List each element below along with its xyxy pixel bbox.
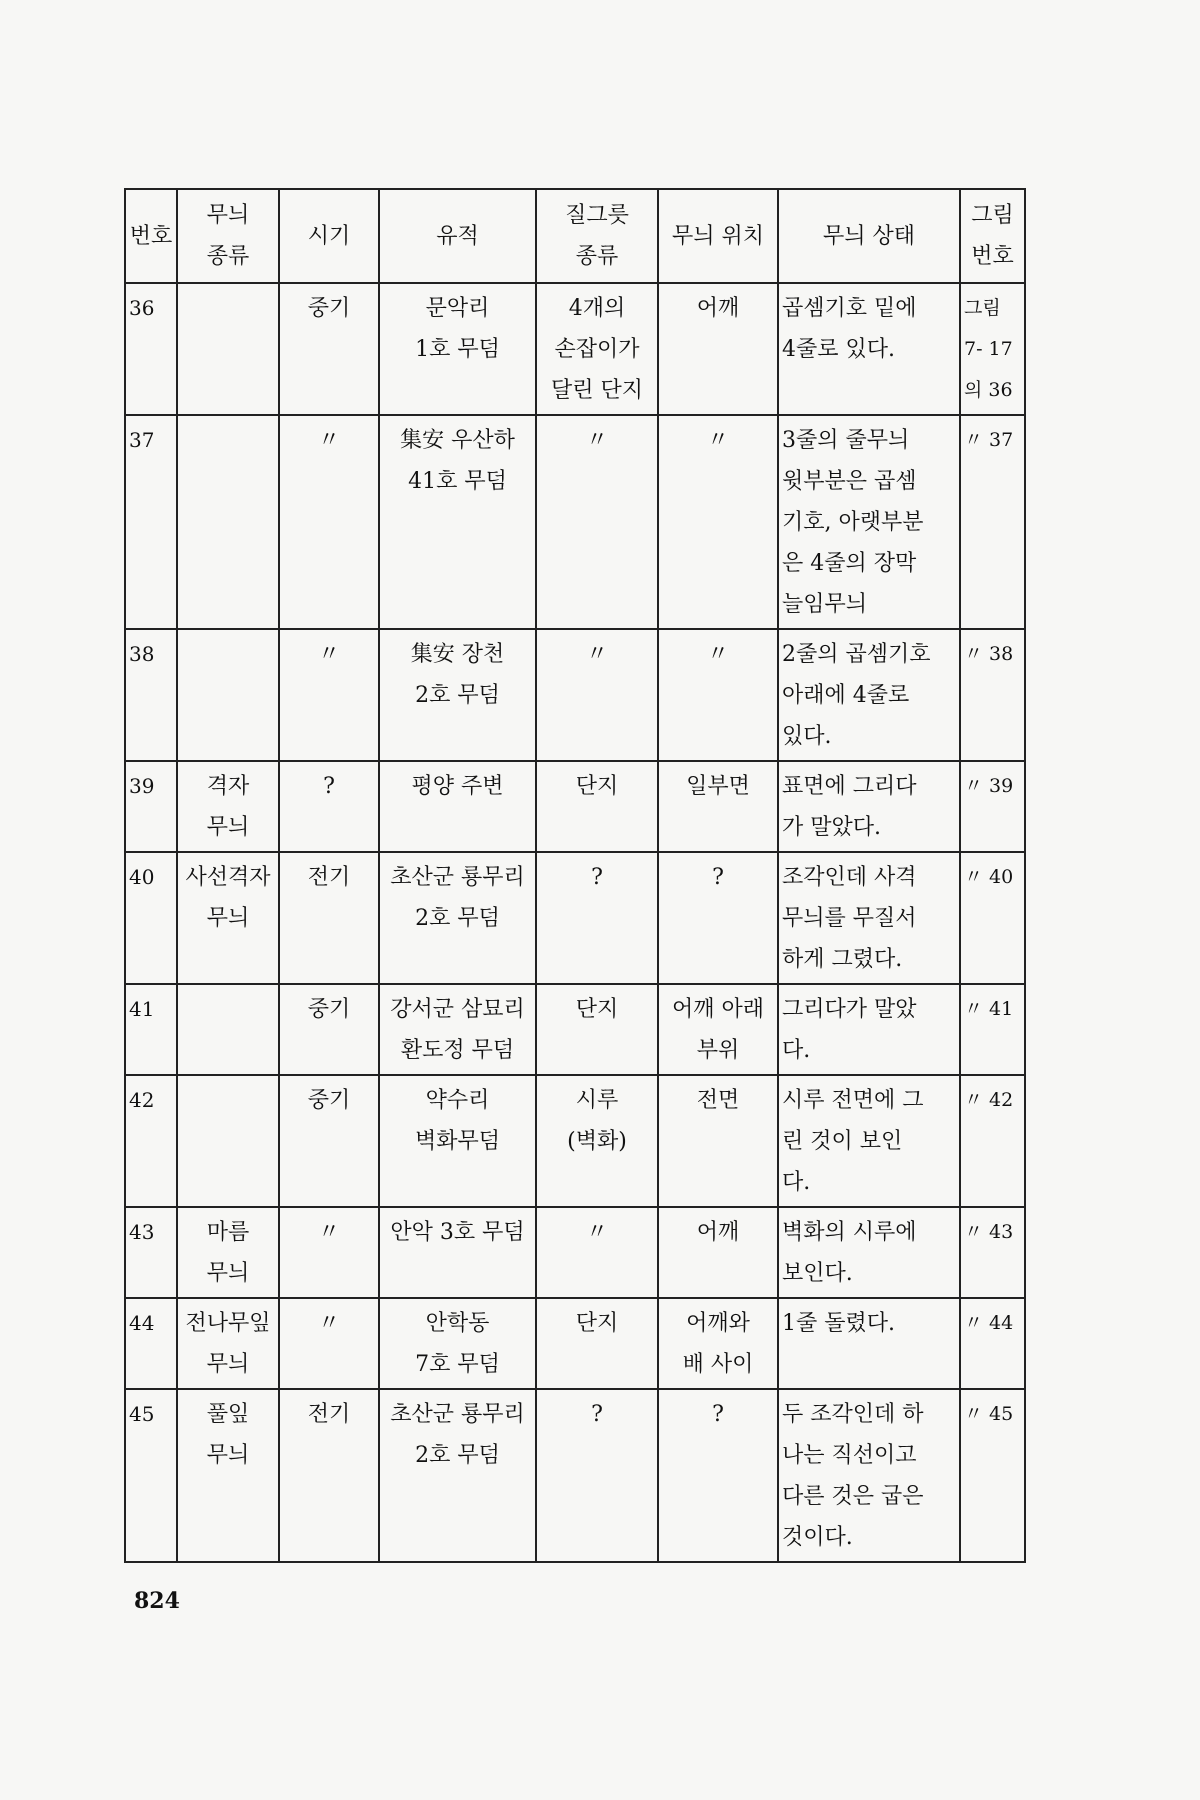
cell-number: 41 (125, 984, 177, 1075)
cell-pattern-type (177, 415, 279, 629)
cell-period: 〃 (279, 1298, 379, 1389)
cell-pattern-type: 풀잎 무늬 (177, 1389, 279, 1562)
cell-number: 39 (125, 761, 177, 852)
header-figure-number: 그림 번호 (960, 189, 1025, 283)
cell-period: 〃 (279, 629, 379, 761)
cell-pattern-state: 두 조각인데 하 나는 직선이고 다른 것은 굽은 것이다. (778, 1389, 960, 1562)
cell-number: 36 (125, 283, 177, 415)
cell-figure-number: 〃 43 (960, 1207, 1025, 1298)
cell-pattern-state: 조각인데 사격 무늬를 무질서 하게 그렸다. (778, 852, 960, 984)
cell-pottery-type: 〃 (536, 1207, 658, 1298)
cell-pattern-position: 어깨 (658, 283, 778, 415)
table-header-row (125, 189, 1025, 283)
cell-pattern-type (177, 283, 279, 415)
cell-site: 안악 3호 무덤 (379, 1207, 536, 1298)
cell-pattern-state: 표면에 그리다 가 말았다. (778, 761, 960, 852)
cell-site: 문악리 1호 무덤 (379, 283, 536, 415)
table-row (125, 984, 1025, 1075)
header-pottery-type: 질그릇 종류 (536, 189, 658, 283)
cell-figure-number: 〃 45 (960, 1389, 1025, 1562)
cell-period: ? (279, 761, 379, 852)
cell-figure-number: 〃 40 (960, 852, 1025, 984)
page-number: 824 (134, 1588, 180, 1614)
cell-pottery-type: 단지 (536, 1298, 658, 1389)
cell-pattern-position: 어깨 아래 부위 (658, 984, 778, 1075)
cell-number: 42 (125, 1075, 177, 1207)
cell-pattern-position: 어깨 (658, 1207, 778, 1298)
cell-pattern-type: 전나무잎 무늬 (177, 1298, 279, 1389)
cell-pottery-type: 4개의 손잡이가 달린 단지 (536, 283, 658, 415)
header-pattern-type: 무늬 종류 (177, 189, 279, 283)
cell-number: 40 (125, 852, 177, 984)
cell-period: 〃 (279, 1207, 379, 1298)
cell-number: 37 (125, 415, 177, 629)
cell-period: 전기 (279, 1389, 379, 1562)
cell-pottery-type: ? (536, 852, 658, 984)
cell-pattern-position: ? (658, 1389, 778, 1562)
cell-pattern-state: 그리다가 말았 다. (778, 984, 960, 1075)
table-row (125, 283, 1025, 415)
cell-period: 전기 (279, 852, 379, 984)
cell-number: 43 (125, 1207, 177, 1298)
cell-figure-number: 〃 44 (960, 1298, 1025, 1389)
pattern-table (124, 188, 1026, 1563)
cell-figure-number: 〃 37 (960, 415, 1025, 629)
cell-figure-number: 그림 7- 17 의 36 (960, 283, 1025, 415)
cell-number: 45 (125, 1389, 177, 1562)
cell-number: 38 (125, 629, 177, 761)
cell-pattern-state: 곱셈기호 밑에 4줄로 있다. (778, 283, 960, 415)
cell-pattern-type (177, 984, 279, 1075)
header-number: 번호 (125, 189, 177, 283)
cell-period: 중기 (279, 283, 379, 415)
cell-pattern-state: 2줄의 곱셈기호 아래에 4줄로 있다. (778, 629, 960, 761)
table-row (125, 415, 1025, 629)
cell-pattern-position: 〃 (658, 629, 778, 761)
cell-site: 평양 주변 (379, 761, 536, 852)
table-row (125, 852, 1025, 984)
cell-pattern-type (177, 629, 279, 761)
table-row (125, 1207, 1025, 1298)
cell-period: 중기 (279, 984, 379, 1075)
cell-pottery-type: 〃 (536, 415, 658, 629)
table-row (125, 761, 1025, 852)
cell-pattern-type: 사선격자 무늬 (177, 852, 279, 984)
cell-site: 약수리 벽화무덤 (379, 1075, 536, 1207)
cell-site: 안학동 7호 무덤 (379, 1298, 536, 1389)
cell-pottery-type: ? (536, 1389, 658, 1562)
cell-pattern-type: 마름 무늬 (177, 1207, 279, 1298)
header-pattern-state: 무늬 상태 (778, 189, 960, 283)
cell-pattern-position: 어깨와 배 사이 (658, 1298, 778, 1389)
header-period: 시기 (279, 189, 379, 283)
cell-site: 集安 우산하 41호 무덤 (379, 415, 536, 629)
cell-figure-number: 〃 38 (960, 629, 1025, 761)
cell-pottery-type: 단지 (536, 984, 658, 1075)
cell-pattern-position: 전면 (658, 1075, 778, 1207)
table-row (125, 1298, 1025, 1389)
cell-pattern-position: 〃 (658, 415, 778, 629)
header-pattern-position: 무늬 위치 (658, 189, 778, 283)
cell-site: 초산군 룡무리 2호 무덤 (379, 852, 536, 984)
cell-figure-number: 〃 39 (960, 761, 1025, 852)
cell-pattern-state: 시루 전면에 그 린 것이 보인 다. (778, 1075, 960, 1207)
cell-figure-number: 〃 41 (960, 984, 1025, 1075)
cell-pattern-position: 일부면 (658, 761, 778, 852)
cell-pattern-state: 3줄의 줄무늬 윗부분은 곱셈 기호, 아랫부분 은 4줄의 장막 늘임무늬 (778, 415, 960, 629)
cell-pattern-state: 1줄 돌렸다. (778, 1298, 960, 1389)
cell-site: 集安 장천 2호 무덤 (379, 629, 536, 761)
cell-pattern-position: ? (658, 852, 778, 984)
table-row (125, 1389, 1025, 1562)
cell-number: 44 (125, 1298, 177, 1389)
table-body (125, 283, 1025, 1562)
cell-period: 중기 (279, 1075, 379, 1207)
cell-period: 〃 (279, 415, 379, 629)
cell-pottery-type: 〃 (536, 629, 658, 761)
cell-pottery-type: 시루 (벽화) (536, 1075, 658, 1207)
header-site: 유적 (379, 189, 536, 283)
cell-site: 초산군 룡무리 2호 무덤 (379, 1389, 536, 1562)
cell-pottery-type: 단지 (536, 761, 658, 852)
table-row (125, 1075, 1025, 1207)
cell-figure-number: 〃 42 (960, 1075, 1025, 1207)
cell-pattern-type: 격자 무늬 (177, 761, 279, 852)
cell-pattern-type (177, 1075, 279, 1207)
cell-pattern-state: 벽화의 시루에 보인다. (778, 1207, 960, 1298)
cell-site: 강서군 삼묘리 환도정 무덤 (379, 984, 536, 1075)
table-row (125, 629, 1025, 761)
